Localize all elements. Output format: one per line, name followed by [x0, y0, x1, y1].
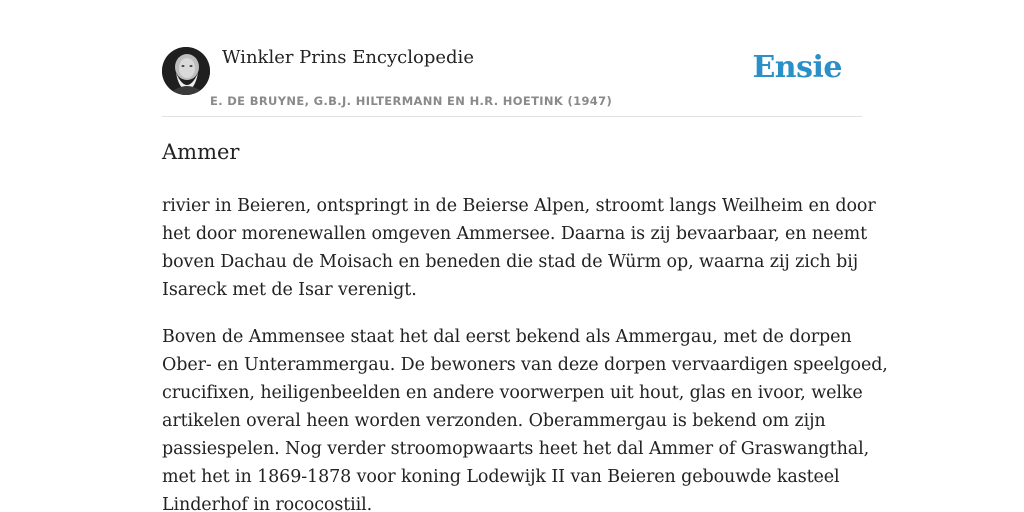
text-line: artikelen overal heen worden verzonden. Oberammergau is bekend om zijn	[162, 411, 826, 431]
text-line: Linderhof in rococostiil.	[162, 495, 373, 512]
text-line: Isareck met de Isar verenigt.	[162, 280, 417, 300]
text-line: met het in 1869-1878 voor koning Lodewijk II van Beieren gebouwde kasteel	[162, 467, 840, 487]
source-authors: E. DE BRUYNE, G.B.J. HILTERMANN EN H.R. HOETINK (1947)	[210, 94, 613, 108]
text-line: passiespelen. Nog verder stroomopwaarts heet het dal Ammer of Graswangthal,	[162, 439, 870, 459]
text-line: Ober- en Unterammergau. De bewoners van deze dorpen vervaardigen speelgoed,	[162, 355, 888, 375]
article-paragraph	[162, 323, 888, 512]
brand-logo[interactable]: Ensie	[752, 50, 842, 85]
source-header	[162, 44, 862, 117]
article-paragraph	[162, 192, 876, 304]
author-portrait-icon[interactable]	[162, 47, 210, 95]
text-line: boven Dachau de Moisach en beneden die stad de Würm op, waarna zij zich bij	[162, 252, 859, 272]
text-line: Boven de Ammensee staat het dal eerst bekend als Ammergau, met de dorpen	[162, 327, 852, 347]
article-title: Ammer	[162, 140, 240, 164]
text-line: rivier in Beieren, ontspringt in de Beierse Alpen, stroomt langs Weilheim en door	[162, 196, 876, 216]
text-line: het door morenewallen omgeven Ammersee. Daarna is zij bevaarbaar, en neemt	[162, 224, 868, 244]
source-title-link[interactable]: Winkler Prins Encyclopedie	[222, 47, 474, 68]
article-body	[162, 192, 888, 512]
text-line: crucifixen, heiligenbeelden en andere voorwerpen uit hout, glas en ivoor, welke	[162, 383, 863, 403]
